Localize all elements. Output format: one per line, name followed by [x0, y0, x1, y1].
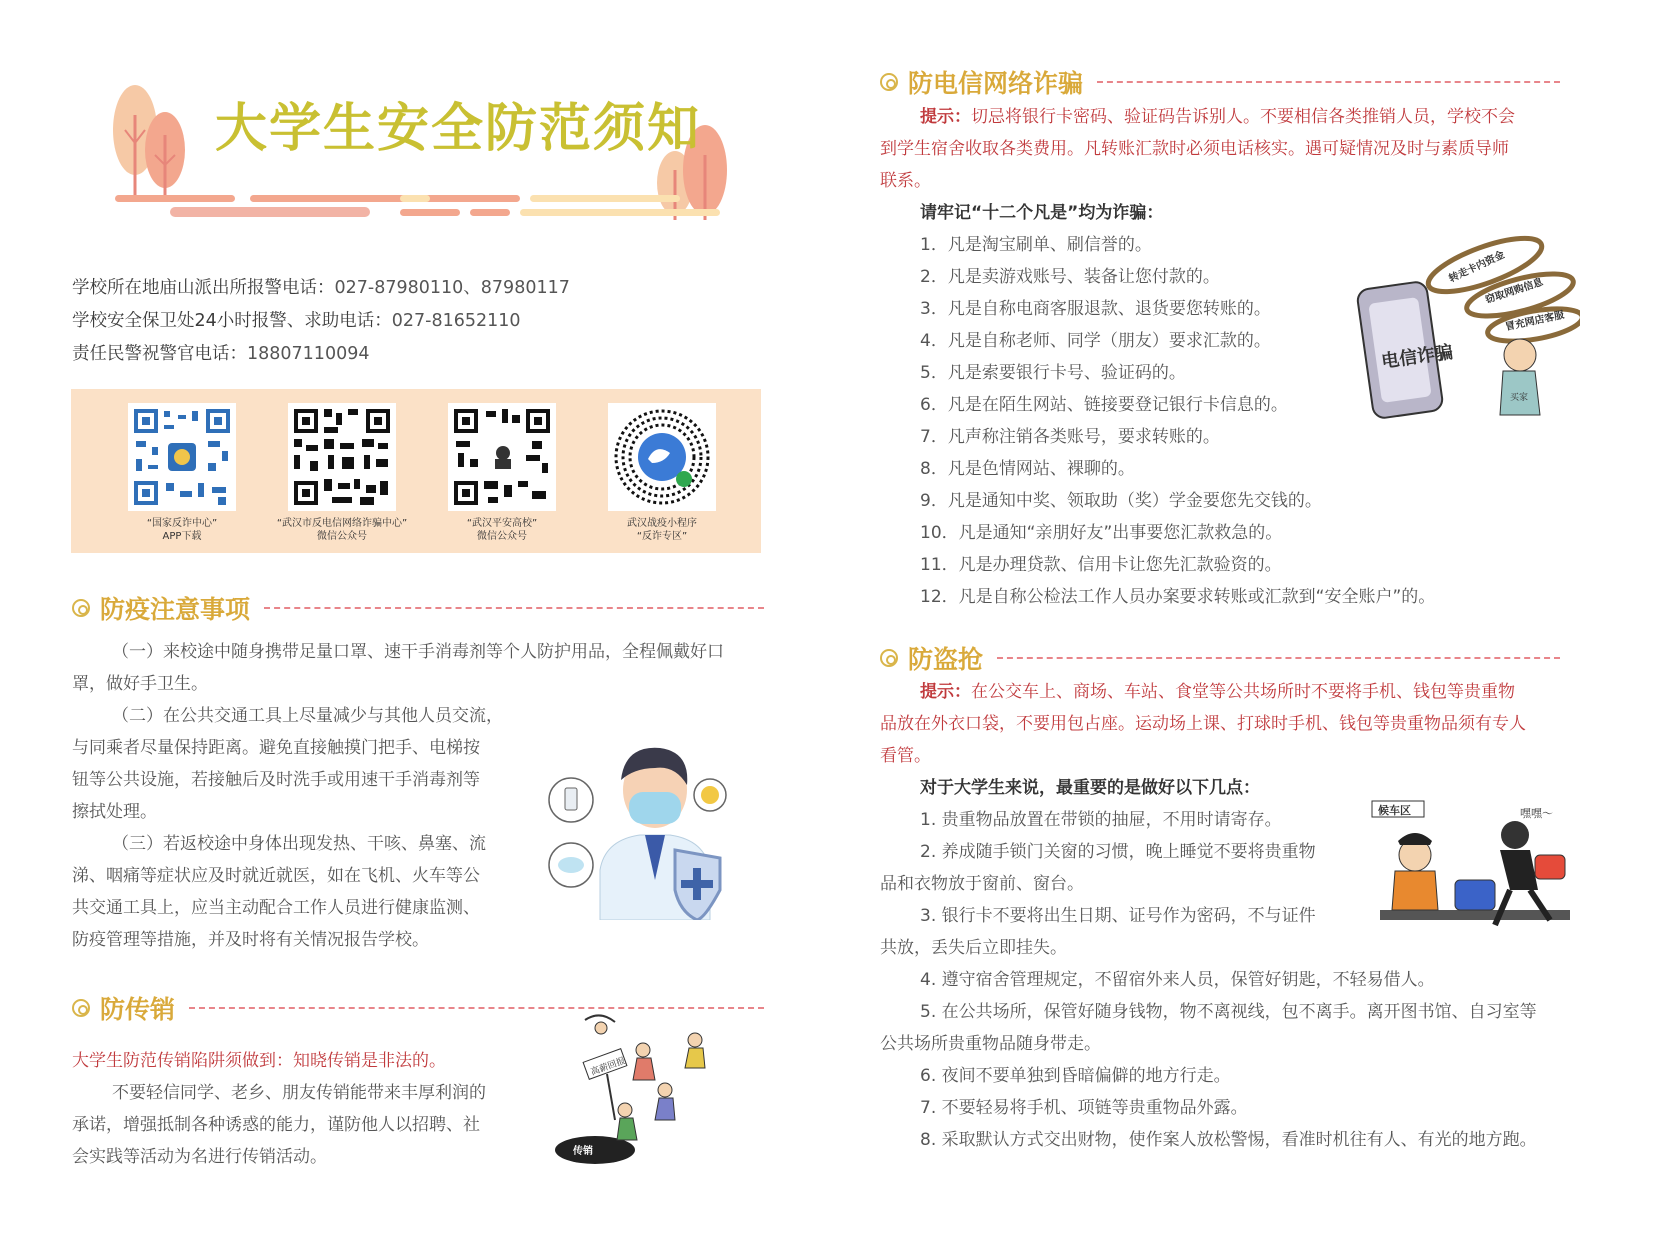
list-item: 1. 贵重物品放置在带锁的抽屉，不用时请寄存。 [920, 810, 1282, 830]
qr-caption-line: 武汉战疫小程序 [627, 518, 697, 529]
paragraph-line: 钮等公共设施，若接触后及时洗手或用速干手消毒剂等 [72, 770, 480, 790]
pyramid-lead: 大学生防范传销陷阱须做到：知晓传销是非法的。 [72, 1051, 446, 1071]
contact-value: 027-87980110、87980117 [334, 278, 570, 298]
contact-police [72, 272, 570, 305]
pyramid-scheme-cartoon [545, 1010, 730, 1170]
section-title: 防盗抢 [908, 645, 984, 674]
rope-label: 转走卡内资金 [1447, 249, 1507, 285]
qr-caption-line: “武汉平安高校” [466, 518, 538, 529]
list-item: 6．凡是在陌生网站、链接要登记银行卡信息的。 [920, 395, 1288, 415]
qr-card[interactable] [267, 403, 417, 543]
dashed-divider [264, 607, 764, 609]
section-title: 防疫注意事项 [100, 595, 251, 624]
qr-caption-line: 微信公众号 [477, 531, 527, 542]
contact-label: 学校所在地庙山派出所报警电话： [72, 278, 335, 298]
qr-caption [587, 517, 737, 543]
list-item: 7. 不要轻易将手机、项链等贵重物品外露。 [920, 1098, 1248, 1118]
telecom-fraud-cartoon [1335, 225, 1580, 425]
list-item: 5．凡是索要银行卡号、验证码的。 [920, 363, 1186, 383]
list-item-continued: 公共场所贵重物品随身带走。 [880, 1034, 1101, 1054]
target-icon [880, 649, 898, 667]
qr-caption-line: “反诈专区” [636, 531, 688, 542]
paragraph-line: 共交通工具上，应当主动配合工作人员进行健康监测、 [72, 898, 480, 918]
paragraph-line: （三）若返校途中身体出现发热、干咳、鼻塞、流 [112, 834, 486, 854]
section-header-theft [880, 640, 1560, 676]
list-item: 8．凡是色情网站、裸聊的。 [920, 459, 1135, 479]
contact-value: 18807110094 [247, 344, 370, 364]
tip-line: 品放在外衣口袋，不要用包占座。运动场上课、打球时手机、钱包等贵重物品须有专人 [880, 714, 1526, 734]
list-item: 3. 银行卡不要将出生日期、证号作为密码，不与证件 [920, 906, 1316, 926]
qr-caption-line: APP下载 [162, 531, 202, 542]
list-item: 11．凡是办理贷款、信用卡让您先汇款验资的。 [920, 555, 1282, 575]
sign-label: 候车区 [1378, 804, 1411, 817]
qr-caption [107, 517, 257, 543]
tip-line: 到学生宿舍收取各类费用。凡转账汇款时必须电话核实。遇可疑情况及时与素质导师 [880, 139, 1509, 159]
theft-cartoon [1370, 795, 1580, 945]
telecom-subhead: 请牢记“十二个凡是”均为诈骗： [920, 203, 1164, 223]
tip-line: 在公交车上、商场、车站、食堂等公共场所时不要将手机、钱包等贵重物 [971, 682, 1515, 702]
paragraph-line: 擦拭处理。 [72, 802, 157, 822]
list-item-continued: 共放，丢失后立即挂失。 [880, 938, 1067, 958]
epidemic-para-1 [72, 636, 762, 700]
theft-tip [880, 676, 1570, 772]
qr-code [128, 403, 236, 511]
qr-code [448, 403, 556, 511]
phone-label: 电信诈骗 [1380, 341, 1455, 373]
qr-card[interactable] [587, 403, 737, 543]
qr-caption-line: “国家反诈中心” [146, 518, 218, 529]
paragraph-line: 防疫管理等措施，并及时将有关情况报告学校。 [72, 930, 429, 950]
tip-line: 看管。 [880, 746, 931, 766]
contact-security [72, 305, 570, 338]
dashed-divider [189, 1007, 764, 1009]
target-icon [880, 73, 898, 91]
list-item: 3．凡是自称电商客服退款、退货要您转账的。 [920, 299, 1271, 319]
telecom-tip [880, 101, 1570, 197]
qr-caption [267, 517, 417, 543]
paragraph-line: 涕、咽痛等症状应及时就近就医，如在飞机、火车等公 [72, 866, 480, 886]
sound-label: 嘿嘿～ [1520, 807, 1553, 820]
paragraph-line: （一）来校途中随身携带足量口罩、速干手消毒剂等个人防护用品，全程佩戴好口 [112, 642, 724, 662]
list-item: 5. 在公共场所，保管好随身钱物，物不离视线，包不离手。离开图书馆、自习室等 [920, 1002, 1537, 1022]
contact-value: 027-81652110 [391, 311, 521, 331]
list-item: 10．凡是通知“亲朋好友”出事要您汇款救急的。 [920, 523, 1283, 543]
dashed-divider [1097, 81, 1560, 83]
qr-card[interactable] [427, 403, 577, 543]
qr-caption-line: “武汉市反电信网络诈骗中心” [276, 518, 408, 529]
theft-subhead: 对于大学生来说，最重要的是做好以下几点： [920, 778, 1260, 798]
dashed-divider [997, 657, 1560, 659]
paragraph-line: 不要轻信同学、老乡、朋友传销能带来丰厚利润的 [112, 1083, 486, 1103]
qr-caption-line: 微信公众号 [317, 531, 367, 542]
section-header-epidemic [72, 590, 764, 626]
list-item: 8. 采取默认方式交出财物，使作案人放松警惕，看准时机往有人、有光的地方跑。 [920, 1130, 1537, 1150]
section-header-telecom [880, 64, 1560, 100]
list-item-continued: 品和衣物放于窗前、窗台。 [880, 874, 1084, 894]
contact-label: 学校安全保卫处24小时报警、求助电话： [72, 311, 392, 331]
list-item: 4. 遵守宿舍管理规定，不留宿外来人员，保管好钥匙，不轻易借人。 [920, 970, 1435, 990]
rope-label: 窃取网购信息 [1484, 276, 1545, 306]
paragraph-line: 罩，做好手卫生。 [72, 674, 208, 694]
contact-label: 责任民警祝警官电话： [72, 344, 247, 364]
pyramid-body [72, 1077, 512, 1173]
list-item: 6. 夜间不要单独到昏暗偏僻的地方行走。 [920, 1066, 1231, 1086]
tip-label: 提示： [920, 107, 971, 127]
rope-label: 冒充网店客服 [1504, 309, 1566, 334]
contact-officer [72, 338, 570, 371]
target-icon [72, 999, 90, 1017]
page-title: 大学生安全防范须知 [215, 99, 702, 159]
sign-label: 高薪回报 [589, 1056, 627, 1078]
person-label: 买家 [1510, 393, 1529, 403]
pit-label: 传销 [573, 1146, 593, 1157]
list-item: 1．凡是淘宝刷单、刷信誉的。 [920, 235, 1152, 255]
paragraph-line: 承诺，增强抵制各种诱惑的能力，谨防他人以招聘、社 [72, 1115, 480, 1135]
qr-caption [427, 517, 577, 543]
paragraph-line: （二）在公共交通工具上尽量减少与其他人员交流， [112, 706, 503, 726]
qr-card[interactable] [107, 403, 257, 543]
list-item: 7．凡声称注销各类账号，要求转账的。 [920, 427, 1220, 447]
section-title: 防电信网络诈骗 [908, 69, 1084, 98]
contact-list [72, 272, 570, 371]
tip-line: 切忌将银行卡密码、验证码告诉别人。不要相信各类推销人员，学校不会 [971, 107, 1515, 127]
paragraph-line: 会实践等活动为名进行传销活动。 [72, 1147, 327, 1167]
epidemic-para-3 [72, 828, 512, 956]
doctor-illustration [545, 740, 735, 920]
list-item: 2. 养成随手锁门关窗的习惯，晚上睡觉不要将贵重物 [920, 842, 1316, 862]
tip-line: 联系。 [880, 171, 931, 191]
paragraph-line: 与同乘者尽量保持距离。避免直接触摸门把手、电梯按 [72, 738, 480, 758]
mini-program-code [608, 403, 716, 511]
tip-label: 提示： [920, 682, 971, 702]
qr-code [288, 403, 396, 511]
list-item: 9．凡是通知中奖、领取助（奖）学金要您先交钱的。 [920, 491, 1322, 511]
epidemic-para-2 [72, 700, 512, 828]
target-icon [72, 599, 90, 617]
list-item: 2．凡是卖游戏账号、装备让您付款的。 [920, 267, 1220, 287]
list-item: 12．凡是自称公检法工作人员办案要求转账或汇款到“安全账户”的。 [920, 587, 1436, 607]
list-item: 4．凡是自称老师、同学（朋友）要求汇款的。 [920, 331, 1271, 351]
section-title: 防传销 [100, 995, 176, 1024]
qr-panel [71, 389, 761, 553]
